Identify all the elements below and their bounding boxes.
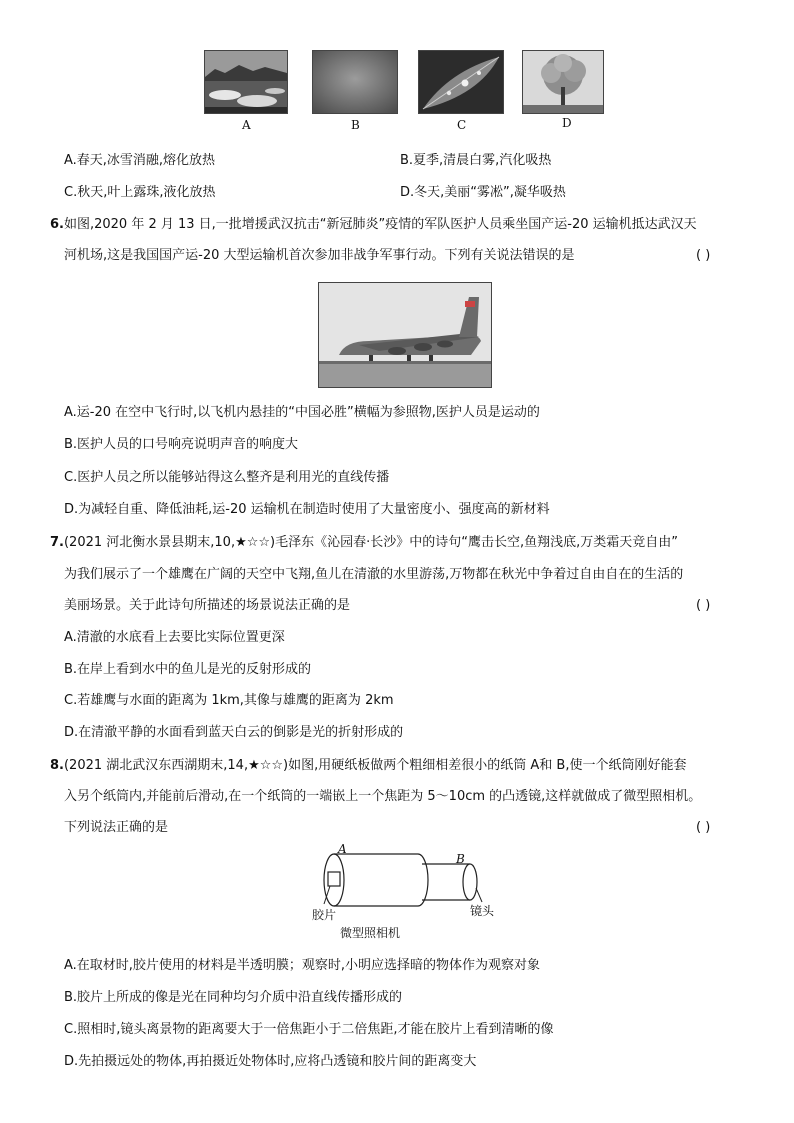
q7-number: 7.: [50, 535, 64, 550]
q6-stem-line2: 河机场,这是我国国产运-20 大型运输机首次参加非战争军事行动。下列有关说法错误的是: [64, 248, 575, 263]
label-film: 胶片: [312, 908, 337, 922]
q7-stem-text1: (2021 河北衡水景县期末,10,★☆☆)毛泽东《沁园春·长沙》中的诗句“鹰击长空,鱼翔浅底,万类霜天竞自由”: [63, 535, 678, 550]
micro-camera-diagram: [310, 842, 510, 944]
caption-c: C: [457, 118, 467, 132]
q7-option-c: C.若雄鹰与水面的距离为 1km,其像与雄鹰的距离为 2km: [64, 693, 394, 708]
q5-option-b: B.夏季,清晨白雾,汽化吸热: [400, 153, 552, 168]
q6-option-b: B.医护人员的口号响亮说明声音的响度大: [64, 437, 299, 452]
caption-b: B: [351, 118, 360, 132]
q6-option-a: A.运-20 在空中飞行时,以飞机内悬挂的“中国必胜”横幅为参照物,医护人员是运动的: [64, 405, 540, 420]
photo-b-fog: [312, 50, 398, 114]
label-lens: 镜头: [470, 904, 495, 918]
q6-stem-line1: [50, 217, 697, 233]
photo-d-rime-tree: [522, 50, 604, 114]
q8-stem-line1: [50, 758, 686, 774]
caption-d: D: [562, 116, 572, 130]
q8-option-d: D.先拍摄远处的物体,再拍摄近处物体时,应将凸透镜和胶片间的距离变大: [64, 1054, 477, 1069]
q8-option-b: B.胶片上所成的像是光在同种均匀介质中沿直线传播形成的: [64, 990, 403, 1005]
q8-number: 8.: [50, 758, 64, 773]
q6-option-d: D.为减轻自重、降低油耗,运-20 运输机在制造时使用了大量密度小、强度高的新材料: [64, 502, 550, 517]
q7-option-a: A.清澈的水底看上去要比实际位置更深: [64, 630, 285, 645]
q6-answer-paren: ( ): [696, 248, 711, 263]
q6-option-c: C.医护人员之所以能够站得这么整齐是利用光的直线传播: [64, 470, 390, 485]
q5-option-c: C.秋天,叶上露珠,液化放热: [64, 185, 216, 200]
caption-a: A: [242, 118, 251, 132]
q6-number: 6.: [50, 217, 64, 232]
q8-answer-paren: ( ): [696, 820, 711, 835]
q7-stem-line1: [50, 535, 678, 551]
q6-stem-text1: 如图,2020 年 2 月 13 日,一批增援武汉抗击“新冠肺炎”疫情的军队医护人员乘坐国产运-20 运输机抵达武汉天: [63, 217, 697, 232]
q8-stem-line3: 下列说法正确的是: [64, 820, 169, 835]
label-tube-a: A: [338, 842, 347, 856]
q8-stem-line2: 入另个纸筒内,并能前后滑动,在一个纸筒的一端嵌上一个焦距为 5～10cm 的凸透镜,这样就做成了微型照相机。: [64, 789, 702, 804]
photo-y20-aircraft: [318, 282, 492, 388]
q5-option-d: D.冬天,美丽“雾凇”,凝华吸热: [400, 185, 566, 200]
q8-option-a: A.在取材时,胶片使用的材料是半透明膜；观察时,小明应选择暗的物体作为观察对象: [64, 958, 541, 973]
photo-c-dew-leaf: [418, 50, 504, 114]
q5-option-a: A.春天,冰雪消融,熔化放热: [64, 153, 216, 168]
q8-stem-text1: (2021 湖北武汉东西湖期末,14,★☆☆)如图,用硬纸板做两个粗细相差很小的纸筒 A和 B,使一个纸筒刚好能套: [63, 758, 687, 773]
q7-option-b: B.在岸上看到水中的鱼儿是光的反射形成的: [64, 662, 312, 677]
photo-a-lake-snow: [204, 50, 288, 114]
q7-stem-line2: 为我们展示了一个雄鹰在广阔的天空中飞翔,鱼儿在清澈的水里游荡,万物都在秋光中争着过自由自在的生活的: [64, 567, 684, 582]
diagram-caption: 微型照相机: [340, 926, 401, 940]
label-tube-b: B: [456, 852, 465, 866]
q7-stem-line3: 美丽场景。关于此诗句所描述的场景说法正确的是: [64, 598, 351, 613]
q7-option-d: D.在清澈平静的水面看到蓝天白云的倒影是光的折射形成的: [64, 725, 404, 740]
q8-option-c: C.照相时,镜头离景物的距离要大于一倍焦距小于二倍焦距,才能在胶片上看到清晰的像: [64, 1022, 554, 1037]
q7-answer-paren: ( ): [696, 598, 711, 613]
